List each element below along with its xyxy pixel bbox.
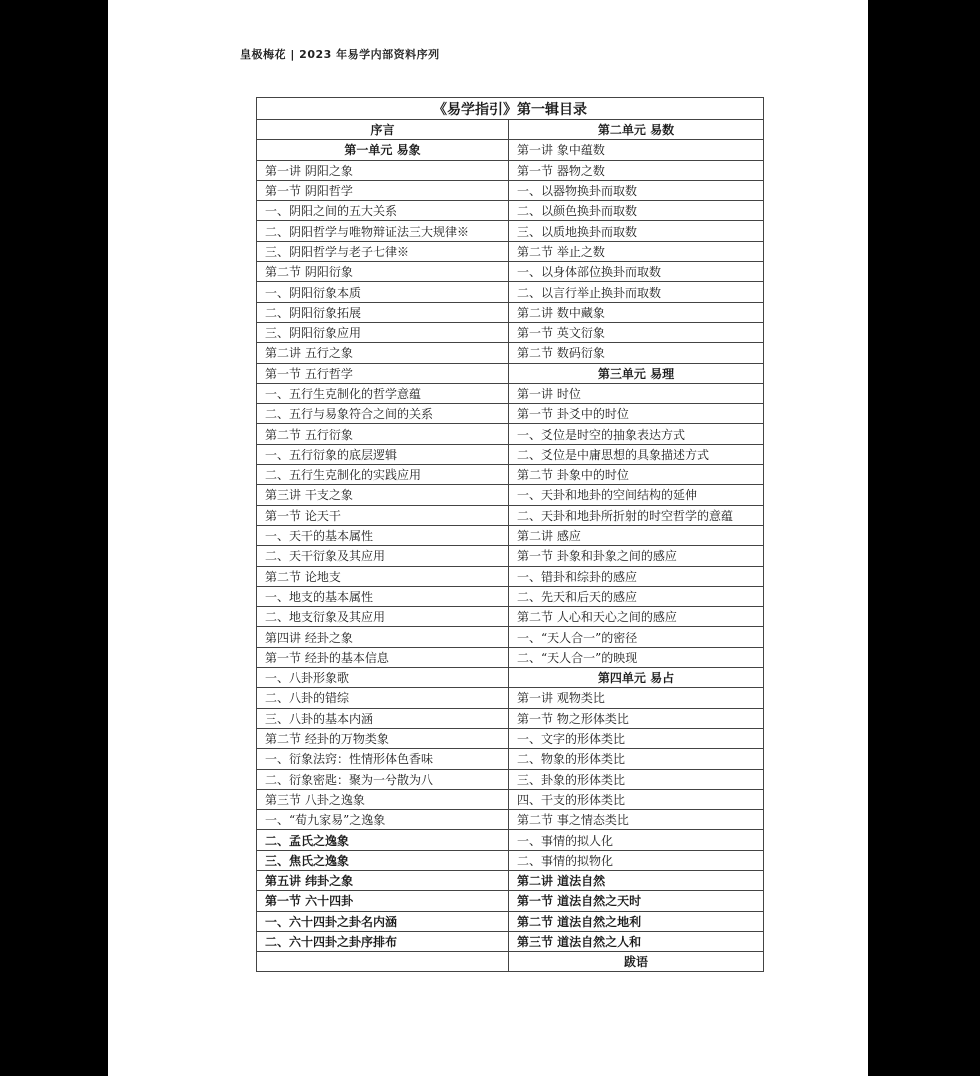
toc-row xyxy=(257,952,764,972)
toc-right-entry: 第二节 卦象中的时位 xyxy=(509,465,764,485)
toc-right-entry: 第二节 数码衍象 xyxy=(509,343,764,363)
toc-row xyxy=(257,830,764,850)
toc-left-entry: 第二节 论地支 xyxy=(257,566,509,586)
toc-right-entry: 一、以身体部位换卦而取数 xyxy=(509,262,764,282)
toc-row xyxy=(257,424,764,444)
toc-left-entry: 二、六十四卦之卦序排布 xyxy=(257,931,509,951)
toc-row xyxy=(257,668,764,688)
toc-right-entry: 三、卦象的形体类比 xyxy=(509,769,764,789)
toc-left-entry: 二、五行与易象符合之间的关系 xyxy=(257,404,509,424)
toc-right-entry: 一、以器物换卦而取数 xyxy=(509,180,764,200)
toc-right-entry: 一、爻位是时空的抽象表达方式 xyxy=(509,424,764,444)
toc-row xyxy=(257,850,764,870)
toc-left-entry: 第四讲 经卦之象 xyxy=(257,627,509,647)
toc-right-entry: 二、以颜色换卦而取数 xyxy=(509,201,764,221)
toc-left-entry xyxy=(257,952,509,972)
toc-left-entry: 一、八卦形象歌 xyxy=(257,668,509,688)
toc-left-entry: 三、焦氏之逸象 xyxy=(257,850,509,870)
toc-row xyxy=(257,282,764,302)
page-header: 皇极梅花 | 2023 年易学内部资料序列 xyxy=(240,48,440,61)
toc-left-entry: 一、地支的基本属性 xyxy=(257,586,509,606)
toc-right-entry: 一、事情的拟人化 xyxy=(509,830,764,850)
toc-right-entry: 第二节 举止之数 xyxy=(509,241,764,261)
toc-right-entry: 一、文字的形体类比 xyxy=(509,728,764,748)
toc-row xyxy=(257,404,764,424)
toc-row xyxy=(257,363,764,383)
toc-row xyxy=(257,607,764,627)
toc-row xyxy=(257,749,764,769)
toc-row xyxy=(257,201,764,221)
toc-row xyxy=(257,931,764,951)
toc-right-entry: 四、干支的形体类比 xyxy=(509,789,764,809)
toc-left-entry: 第一节 阴阳哲学 xyxy=(257,180,509,200)
toc-right-entry: 二、天卦和地卦所折射的时空哲学的意蕴 xyxy=(509,505,764,525)
toc-row xyxy=(257,505,764,525)
toc-title-row xyxy=(257,98,764,120)
toc-row xyxy=(257,586,764,606)
toc-row xyxy=(257,241,764,261)
toc-right-entry: 第二讲 数中藏象 xyxy=(509,302,764,322)
toc-right-entry: 一、“天人合一”的密径 xyxy=(509,627,764,647)
toc-row xyxy=(257,180,764,200)
toc-left-entry: 二、孟氏之逸象 xyxy=(257,830,509,850)
toc-right-entry: 第一讲 象中蕴数 xyxy=(509,140,764,160)
toc-left-entry: 序言 xyxy=(257,120,509,140)
toc-left-entry: 第二节 经卦的万物类象 xyxy=(257,728,509,748)
toc-row xyxy=(257,566,764,586)
toc-row xyxy=(257,546,764,566)
toc-row xyxy=(257,383,764,403)
toc-left-entry: 三、阴阳衍象应用 xyxy=(257,322,509,342)
toc-row xyxy=(257,465,764,485)
toc-left-entry: 一、阴阳之间的五大关系 xyxy=(257,201,509,221)
toc-right-entry: 第二节 事之情态类比 xyxy=(509,810,764,830)
toc-right-entry: 第一节 器物之数 xyxy=(509,160,764,180)
toc-row xyxy=(257,140,764,160)
toc-row xyxy=(257,789,764,809)
toc-right-entry: 第二讲 感应 xyxy=(509,525,764,545)
toc-right-entry: 二、爻位是中庸思想的具象描述方式 xyxy=(509,444,764,464)
toc-left-entry: 第一节 论天干 xyxy=(257,505,509,525)
toc-right-entry: 第一讲 观物类比 xyxy=(509,688,764,708)
toc-left-entry: 第一节 六十四卦 xyxy=(257,891,509,911)
toc-right-entry: 第一讲 时位 xyxy=(509,383,764,403)
toc-left-entry: 三、八卦的基本内涵 xyxy=(257,708,509,728)
toc-right-entry: 第一节 卦象和卦象之间的感应 xyxy=(509,546,764,566)
toc-right-entry: 一、错卦和综卦的感应 xyxy=(509,566,764,586)
toc-left-entry: 一、五行生克制化的哲学意蕴 xyxy=(257,383,509,403)
toc-left-entry: 第二讲 五行之象 xyxy=(257,343,509,363)
toc-left-entry: 二、阴阳衍象拓展 xyxy=(257,302,509,322)
toc-right-entry: 第一节 道法自然之天时 xyxy=(509,891,764,911)
toc-right-entry: 第一节 英文衍象 xyxy=(509,322,764,342)
toc-right-entry: 第二讲 道法自然 xyxy=(509,870,764,890)
toc-left-entry: 一、六十四卦之卦名内涵 xyxy=(257,911,509,931)
toc-right-entry: 第二单元 易数 xyxy=(509,120,764,140)
toc-body xyxy=(257,120,764,972)
toc-right-entry: 跋语 xyxy=(509,952,764,972)
toc-left-entry: 二、衍象密匙：聚为一兮散为八 xyxy=(257,769,509,789)
toc-left-entry: 三、阴阳哲学与老子七律※ xyxy=(257,241,509,261)
toc-left-entry: 第三节 八卦之逸象 xyxy=(257,789,509,809)
toc-title: 《易学指引》第一辑目录 xyxy=(257,98,764,120)
toc-row xyxy=(257,647,764,667)
toc-right-entry: 一、天卦和地卦的空间结构的延伸 xyxy=(509,485,764,505)
toc-left-entry: 二、地支衍象及其应用 xyxy=(257,607,509,627)
toc-left-entry: 二、八卦的错综 xyxy=(257,688,509,708)
toc-left-entry: 第一单元 易象 xyxy=(257,140,509,160)
toc-row xyxy=(257,444,764,464)
toc-left-entry: 第一节 五行哲学 xyxy=(257,363,509,383)
toc-right-entry: 三、以质地换卦而取数 xyxy=(509,221,764,241)
toc-row xyxy=(257,627,764,647)
toc-left-entry: 一、“荀九家易”之逸象 xyxy=(257,810,509,830)
toc-right-entry: 第三节 道法自然之人和 xyxy=(509,931,764,951)
toc-row xyxy=(257,769,764,789)
toc-right-entry: 二、先天和后天的感应 xyxy=(509,586,764,606)
toc-left-entry: 一、阴阳衍象本质 xyxy=(257,282,509,302)
toc-row xyxy=(257,810,764,830)
toc-left-entry: 第三讲 干支之象 xyxy=(257,485,509,505)
toc-row xyxy=(257,120,764,140)
toc-right-entry: 第三单元 易理 xyxy=(509,363,764,383)
toc-table xyxy=(256,97,764,972)
toc-row xyxy=(257,891,764,911)
toc-row xyxy=(257,485,764,505)
toc-left-entry: 一、五行衍象的底层逻辑 xyxy=(257,444,509,464)
toc-right-entry: 二、以言行举止换卦而取数 xyxy=(509,282,764,302)
toc-right-entry: 第一节 物之形体类比 xyxy=(509,708,764,728)
toc-left-entry: 二、天干衍象及其应用 xyxy=(257,546,509,566)
toc-row xyxy=(257,911,764,931)
toc-left-entry: 第二节 阴阳衍象 xyxy=(257,262,509,282)
toc-left-entry: 第一讲 阴阳之象 xyxy=(257,160,509,180)
toc-right-entry: 二、事情的拟物化 xyxy=(509,850,764,870)
toc-left-entry: 一、衍象法窍：性情形体色香味 xyxy=(257,749,509,769)
toc-right-entry: 二、物象的形体类比 xyxy=(509,749,764,769)
toc-left-entry: 第一节 经卦的基本信息 xyxy=(257,647,509,667)
toc-right-entry: 二、“天人合一”的映现 xyxy=(509,647,764,667)
toc-row xyxy=(257,160,764,180)
toc-row xyxy=(257,221,764,241)
toc-right-entry: 第一节 卦爻中的时位 xyxy=(509,404,764,424)
toc-row xyxy=(257,728,764,748)
toc-row xyxy=(257,302,764,322)
toc-left-entry: 二、五行生克制化的实践应用 xyxy=(257,465,509,485)
toc-row xyxy=(257,322,764,342)
toc-right-entry: 第二节 道法自然之地利 xyxy=(509,911,764,931)
toc-row xyxy=(257,525,764,545)
toc-left-entry: 第五讲 纬卦之象 xyxy=(257,870,509,890)
toc-row xyxy=(257,688,764,708)
toc-row xyxy=(257,343,764,363)
toc-row xyxy=(257,870,764,890)
toc-row xyxy=(257,262,764,282)
toc-row xyxy=(257,708,764,728)
toc-left-entry: 一、天干的基本属性 xyxy=(257,525,509,545)
toc-right-entry: 第二节 人心和天心之间的感应 xyxy=(509,607,764,627)
toc-left-entry: 二、阴阳哲学与唯物辩证法三大规律※ xyxy=(257,221,509,241)
toc-left-entry: 第二节 五行衍象 xyxy=(257,424,509,444)
toc-right-entry: 第四单元 易占 xyxy=(509,668,764,688)
